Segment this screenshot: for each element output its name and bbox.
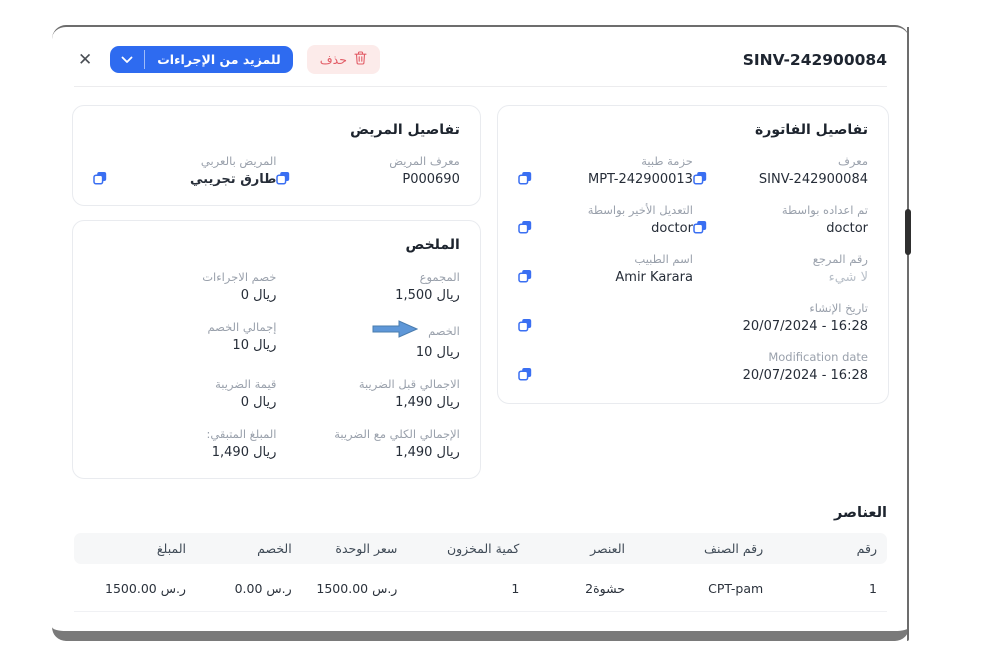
cell-item-code: CPT-pam [708, 581, 764, 596]
table-row [74, 564, 887, 612]
col-item-code: رقم الصنف [704, 541, 764, 556]
col-amount: المبلغ [156, 541, 186, 556]
summary-card-title: الملخص [405, 237, 460, 253]
left-column [72, 105, 481, 479]
field-discount: الخصم 10 ريال [276, 320, 459, 360]
field-doctor-name: اسم الطبيب Amir Karara [518, 252, 693, 285]
more-actions-label: للمزيد من الإجراءات [157, 52, 281, 67]
trash-icon [354, 51, 367, 68]
cell-amount: 1500.00 ر.س [105, 581, 186, 596]
more-actions-button[interactable] [110, 46, 292, 73]
summary-row [93, 377, 460, 410]
invoice-row [518, 154, 868, 187]
close-icon[interactable]: ✕ [74, 49, 96, 70]
summary-row [93, 270, 460, 303]
cell-item: حشوة2 [585, 581, 625, 596]
arrow-right-annotation [372, 320, 418, 342]
cell-unit-price: 1500.00 ر.س [316, 581, 398, 596]
items-table-header [74, 533, 887, 564]
col-item: العنصر [590, 541, 625, 556]
field-prepared-by: تم اعداده بواسطة doctor [693, 203, 868, 236]
cell-stock-quantity: 1 [511, 581, 520, 596]
invoice-details-card [497, 105, 889, 404]
copy-icon[interactable] [518, 318, 532, 334]
field-grand-total-with-tax: الإجمالي الكلي مع الضريبة 1,490 ريال [334, 427, 460, 460]
modal-content [52, 27, 909, 631]
copy-icon[interactable] [93, 171, 107, 187]
scrollbar-thumb[interactable] [905, 209, 911, 255]
chevron-down-icon[interactable] [110, 46, 144, 73]
page-title: SINV-242900084 [742, 50, 887, 69]
summary-card [72, 220, 481, 479]
field-medical-package: حزمة طبية MPT-242900013 [518, 154, 693, 187]
copy-icon[interactable] [518, 220, 532, 236]
col-number: رقم [856, 541, 877, 556]
summary-row [93, 320, 460, 360]
invoice-detail-modal [52, 25, 909, 641]
items-table [74, 533, 887, 612]
copy-icon[interactable] [518, 171, 532, 187]
patient-card-title: تفاصيل المريض [350, 122, 460, 138]
copy-icon[interactable] [518, 269, 532, 285]
copy-icon[interactable] [518, 367, 532, 383]
delete-button[interactable] [307, 45, 380, 74]
invoice-card-title: تفاصيل الفاتورة [755, 122, 868, 138]
field-remaining-amount: المبلغ المتبقي: 1,490 ريال [206, 427, 277, 460]
col-stock-quantity: كمية المخزون [446, 541, 520, 556]
button-divider [144, 50, 145, 69]
invoice-row [518, 203, 868, 236]
field-total: المجموع 1,500 ريال [395, 270, 460, 303]
delete-button-label: حذف [319, 52, 347, 67]
field-last-modified-by: التعديل الأخير بواسطة doctor [518, 203, 693, 236]
field-patient-arabic-name: المريض بالعربي طارق تجريبي [93, 154, 276, 187]
modal-header [72, 27, 889, 86]
items-section-title: العناصر [834, 505, 887, 521]
copy-icon[interactable] [276, 171, 290, 187]
field-reference-number: رقم المرجع لا شيء [812, 252, 868, 285]
copy-icon[interactable] [693, 171, 707, 187]
field-creation-date: تاريخ الإنشاء 20/07/2024 - 16:28 [518, 301, 868, 334]
cell-number: 1 [869, 581, 877, 596]
invoice-row [518, 252, 868, 285]
patient-row [93, 154, 460, 187]
field-invoice-id: معرف SINV-242900084 [693, 154, 868, 187]
summary-row [93, 427, 460, 460]
detail-cards [72, 87, 889, 479]
patient-details-card [72, 105, 481, 206]
field-procedures-discount: خصم الاجراءات 0 ريال [202, 270, 277, 303]
col-unit-price: سعر الوحدة [335, 541, 398, 556]
field-total-discount: إجمالي الخصم 10 ريال [207, 320, 277, 353]
copy-icon[interactable] [693, 220, 707, 236]
header-actions [74, 45, 380, 74]
field-tax-value: قيمة الضريبة 0 ريال [215, 377, 277, 410]
invoice-row [518, 350, 868, 383]
field-total-before-tax: الاجمالي قبل الضريبة 1,490 ريال [358, 377, 460, 410]
col-discount: الخصم [257, 541, 292, 556]
invoice-row [518, 301, 868, 334]
field-patient-id: معرف المريض P000690 [276, 154, 459, 187]
field-modification-date: Modification date 20/07/2024 - 16:28 [518, 350, 868, 383]
cell-discount: 0.00 ر.س [234, 581, 292, 596]
